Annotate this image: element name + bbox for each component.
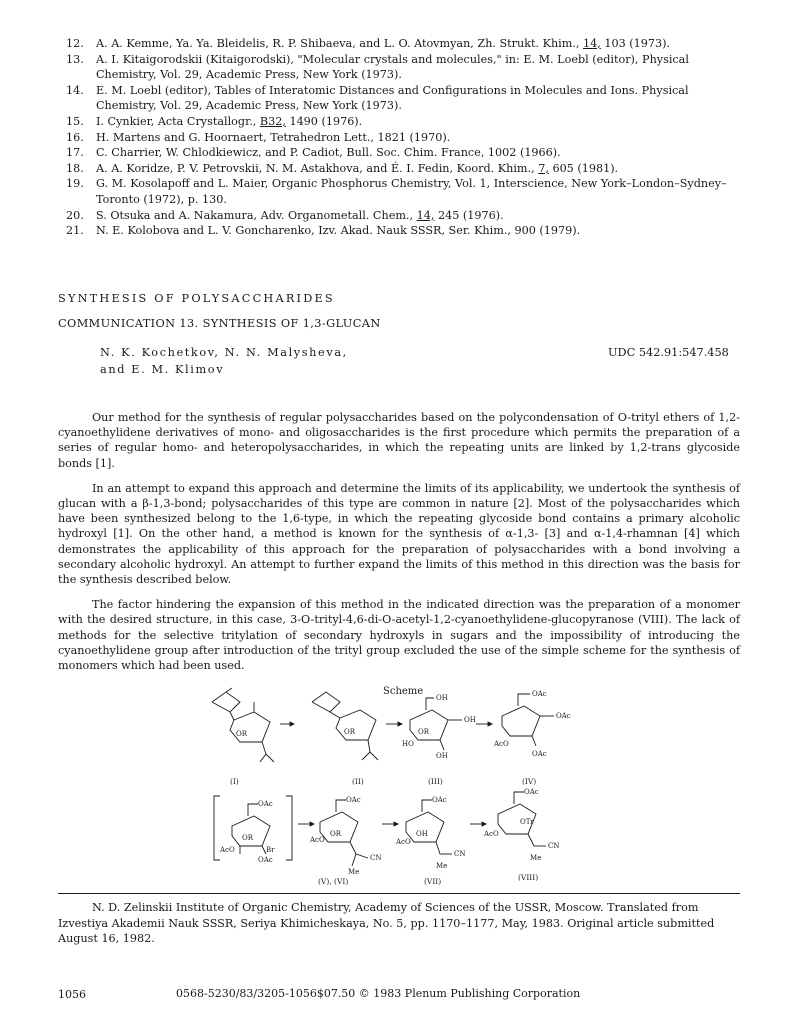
authors-line-1: N. K. Kochetkov, N. N. Malysheva, [100, 346, 348, 359]
cn-label: CN [370, 854, 382, 862]
oac-label: OAc [532, 750, 547, 758]
compound-VIII-structure [483, 788, 559, 882]
page-number: 1056 [58, 988, 86, 1001]
article-subtitle: COMMUNICATION 13. SYNTHESIS OF 1,3-GLUCAN [58, 317, 381, 330]
reference-segment: H. Martens and G. Hoornaert, Tetrahedron Lett., 1821 (1970). [96, 130, 451, 144]
oac-label: OAc [258, 856, 273, 864]
reference-number: 21. [66, 224, 84, 238]
compound-label-V-VI: (V), (VI) [318, 877, 349, 886]
oac-label: OAc [258, 800, 273, 808]
article-body [58, 410, 740, 683]
or-label: OR [418, 728, 430, 736]
copyright-line: 0568-5230/83/3205-1056$07.50 © 1983 Plenum Publishing Corporation [176, 987, 581, 1000]
compound-label-III: (III) [428, 777, 443, 786]
aco-label: AcO [396, 838, 411, 846]
reference-item [66, 145, 746, 161]
aco-label: AcO [484, 830, 499, 838]
reference-volume: 14, [583, 37, 601, 50]
oh-label: OH [416, 830, 428, 838]
me-label: Me [348, 868, 360, 876]
compound-V-VI-structure [214, 796, 292, 864]
reference-text [96, 161, 746, 177]
paragraph-2: In an attempt to expand this approach and determine the limits of its applicability, we undertook the synthesis of glucan with a β-1,3-bond; polysaccharides of this type are common in nature [2]. Most of the polysaccharides which have been synthesized belong to the 1,6-type, in which the repeating glycoside bond contains a primary alcoholic hydroxyl [1]. On the other hand, a method is known for the synthesis of α-1,3- [3] and α-1,4-rhamnan [4] which demonstrates the applicability of this approach for the preparation of polysaccharides with a bond involving a secondary alcoholic hydroxyl. An attempt to further expand the limits of this method in this direction was the basis for the synthesis described below. [58, 481, 740, 587]
reference-text [96, 145, 746, 161]
footnote [58, 900, 740, 947]
me-label: Me [436, 862, 448, 870]
compound-III-structure [402, 694, 476, 786]
cn-label: CN [454, 850, 466, 858]
br-label: Br [266, 846, 275, 854]
footnote-text: N. D. Zelinskii Institute of Organic Chemistry, Academy of Sciences of the USSR, Moscow. Translated from Izvestiya Akademii Nauk SSSR, Seriya Khimicheskaya, No. 5, pp. 1170–1177, May, 1983. Original article submitted August 16, 1982. [58, 901, 715, 945]
compound-label-VIII: (VIII) [518, 873, 539, 882]
me-label: Me [530, 854, 542, 862]
compound-I-structure [212, 688, 274, 786]
oh-label: OH [436, 694, 448, 702]
reference-volume: 14, [416, 208, 435, 222]
or-label: OR [330, 830, 342, 838]
reference-segment: I. Cynkier, Acta Crystallogr., [96, 114, 260, 128]
authors [100, 344, 348, 378]
reference-number: 18. [66, 161, 84, 175]
reference-segment: A. I. Kitaigorodskii (Kitaigorodski), "Molecular crystals and molecules," in: E. M. Loebl (editor), Physical Chemistry, Vol. 29, Academic Press, New York (1973). [96, 52, 689, 82]
oac-label: OAc [432, 796, 447, 804]
reference-segment: C. Charrier, W. Chlodkiewicz, and P. Cadiot, Bull. Soc. Chim. France, 1002 (1966). [96, 146, 561, 160]
cn-label: CN [548, 842, 560, 850]
reference-volume: 7, [538, 161, 549, 175]
reference-number: 14. [66, 83, 84, 97]
reference-item [66, 52, 746, 83]
reference-item [66, 223, 746, 239]
footnote-divider [58, 893, 740, 894]
compound-label-II: (II) [352, 777, 364, 786]
reference-number: 17. [66, 146, 84, 160]
aco-label: AcO [220, 846, 235, 854]
or-label: OR [344, 728, 356, 736]
compound-label-I: (I) [230, 777, 239, 786]
series-title: SYNTHESIS OF POLYSACCHARIDES [58, 292, 335, 305]
reference-item [66, 208, 746, 224]
scheme-title: Scheme [383, 686, 424, 697]
ho-label: HO [402, 740, 414, 748]
compound-VII-structure [395, 796, 465, 886]
compound-label-VII: (VII) [424, 877, 442, 886]
reference-segment: 103 (1973). [600, 37, 671, 50]
or-label: OR [236, 730, 248, 738]
reference-text [96, 130, 746, 146]
aco-label: AcO [310, 836, 325, 844]
reference-text [96, 176, 746, 207]
oh-label: OH [464, 716, 476, 724]
paragraph-3: The factor hindering the expansion of this method in the indicated direction was the preparation of a monomer with the desired structure, in this case, 3-O-trityl-4,6-di-O-acetyl-1,2-cyanoethylidene-glucopyranose (VIII). The lack of methods for the selective tritylation of secondary hydroxyls in sugars and the impossibility of introducing the cyanoethylidene group after introduction of the trityl group excluded the use of the simple scheme for the synthesis of monomers which had been used. [58, 598, 740, 673]
reference-text [96, 36, 746, 52]
reference-item [66, 114, 746, 130]
reference-item [66, 161, 746, 177]
aco-label: AcO [494, 740, 509, 748]
reference-text [96, 114, 746, 130]
reference-number: 13. [66, 52, 84, 66]
reference-segment: 245 (1976). [434, 208, 504, 222]
compound-II-structure [312, 692, 378, 786]
reference-text [96, 52, 746, 83]
reference-item [66, 176, 746, 207]
reference-item [66, 130, 746, 146]
oh-label: OH [436, 752, 448, 760]
reference-number: 16. [66, 130, 84, 144]
reaction-scheme [200, 684, 600, 889]
udc-code: UDC 542.91:547.458 [608, 346, 729, 359]
reference-number: 20. [66, 208, 84, 222]
reference-volume: B32, [259, 114, 286, 128]
reference-segment: 605 (1981). [548, 161, 619, 175]
reference-segment: A. A. Koridze, P. V. Petrovskii, N. M. Astakhova, and É. I. Fedin, Koord. Khim., [96, 161, 539, 175]
reference-list [66, 36, 746, 239]
otr-label: OTr [520, 818, 534, 826]
oac-label: OAc [556, 712, 571, 720]
reference-number: 19. [66, 177, 84, 191]
reference-segment: S. Otsuka and A. Nakamura, Adv. Organometall. Chem., [96, 208, 417, 222]
reference-number: 15. [66, 114, 84, 128]
compound-IV-structure [493, 690, 571, 786]
authors-line-2: and E. M. Klimov [100, 363, 225, 376]
reference-text [96, 223, 746, 239]
reference-segment: N. E. Kolobova and L. V. Goncharenko, Izv. Akad. Nauk SSSR, Ser. Khim., 900 (1979). [96, 224, 581, 238]
reference-segment: E. M. Loebl (editor), Tables of Interatomic Distances and Configurations in Molecules and Ions. Physical Chemistry, Vol. 29, Academic Press, New York (1973). [96, 83, 689, 113]
oac-label: OAc [346, 796, 361, 804]
reference-text [96, 208, 746, 224]
oac-label: OAc [532, 690, 547, 698]
reference-segment: 1490 (1976). [285, 114, 363, 128]
reference-number: 12. [66, 37, 84, 50]
reference-item [66, 83, 746, 114]
reference-text [96, 83, 746, 114]
or-label: OR [242, 834, 254, 842]
paragraph-1: Our method for the synthesis of regular polysaccharides based on the polycondensation of O-trityl ethers of 1,2-cyanoethylidene derivatives of mono- and oligosaccharides is the first procedure which permits the preparation of a series of regular homo- and heteropolysaccharides, in which the repeating units are linked by 1,2-trans glycoside bonds [1]. [58, 411, 740, 470]
reference-segment: A. A. Kemme, Ya. Ya. Bleidelis, R. P. Shibaeva, and L. O. Atovmyan, Zh. Strukt. Khim., [96, 37, 584, 50]
reference-item [66, 36, 746, 52]
reference-segment: G. M. Kosolapoff and L. Maier, Organic Phosphorus Chemistry, Vol. 1, Interscience, New York–London–Sydney–Toronto (1972), p. 130. [96, 177, 727, 206]
oac-label: OAc [524, 788, 539, 796]
compound-V-VI-product [309, 796, 381, 886]
compound-label-IV: (IV) [522, 777, 537, 786]
